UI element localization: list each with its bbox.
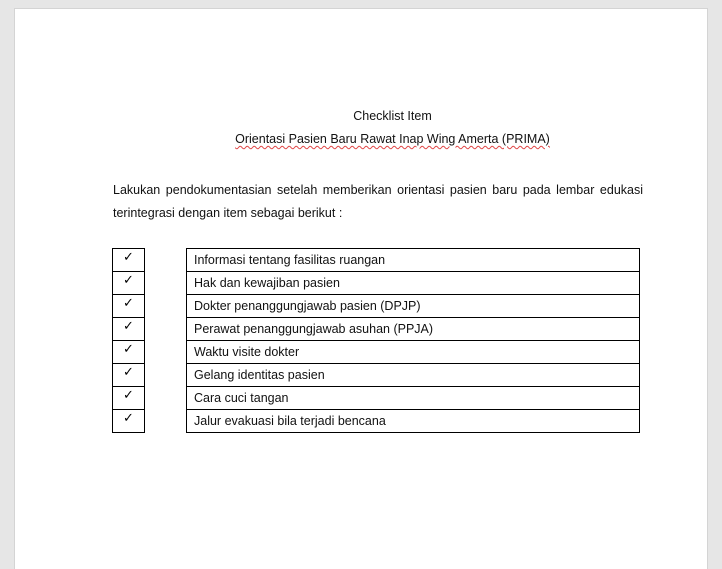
subtitle-text: Orientasi Pasien Baru Rawat Inap Wing Amerta (PRIMA) (235, 132, 550, 146)
checkmark-icon: ✓ (113, 295, 145, 318)
checkmark-column (112, 248, 145, 433)
checklist-row (187, 341, 640, 364)
checklist-row (187, 364, 640, 387)
document-subtitle (15, 132, 722, 146)
checkmark-icon: ✓ (113, 364, 145, 387)
checklist-item-text: Dokter penanggungjawab pasien (DPJP) (187, 295, 640, 318)
checklist-row (187, 295, 640, 318)
check-row (113, 364, 145, 387)
checklist-row (187, 387, 640, 410)
check-row (113, 272, 145, 295)
checkmark-icon: ✓ (113, 341, 145, 364)
checklist-row (187, 249, 640, 272)
instruction-paragraph: Lakukan pendokumentasian setelah memberikan orientasi pasien baru pada lembar edukasi terintegrasi dengan item sebagai berikut : (113, 183, 643, 220)
check-row (113, 387, 145, 410)
checklist-item-text: Waktu visite dokter (187, 341, 640, 364)
checkmark-icon: ✓ (113, 410, 145, 433)
checklist-item-text: Perawat penanggungjawab asuhan (PPJA) (187, 318, 640, 341)
checkmark-icon: ✓ (113, 249, 145, 272)
check-row (113, 410, 145, 433)
checklist-item-text: Cara cuci tangan (187, 387, 640, 410)
checklist-table (186, 248, 640, 433)
checklist-row (187, 318, 640, 341)
document-page (15, 9, 707, 569)
checklist-row (187, 272, 640, 295)
checkmark-icon: ✓ (113, 272, 145, 295)
checklist-item-text: Jalur evakuasi bila terjadi bencana (187, 410, 640, 433)
checkmark-icon: ✓ (113, 318, 145, 341)
checklist-item-text: Informasi tentang fasilitas ruangan (187, 249, 640, 272)
checklist-row (187, 410, 640, 433)
checkmark-icon: ✓ (113, 387, 145, 410)
check-row (113, 249, 145, 272)
document-title: Checklist Item (353, 109, 432, 123)
checklist-item-text: Gelang identitas pasien (187, 364, 640, 387)
check-row (113, 341, 145, 364)
checklist-item-text: Hak dan kewajiban pasien (187, 272, 640, 295)
check-row (113, 318, 145, 341)
check-row (113, 295, 145, 318)
